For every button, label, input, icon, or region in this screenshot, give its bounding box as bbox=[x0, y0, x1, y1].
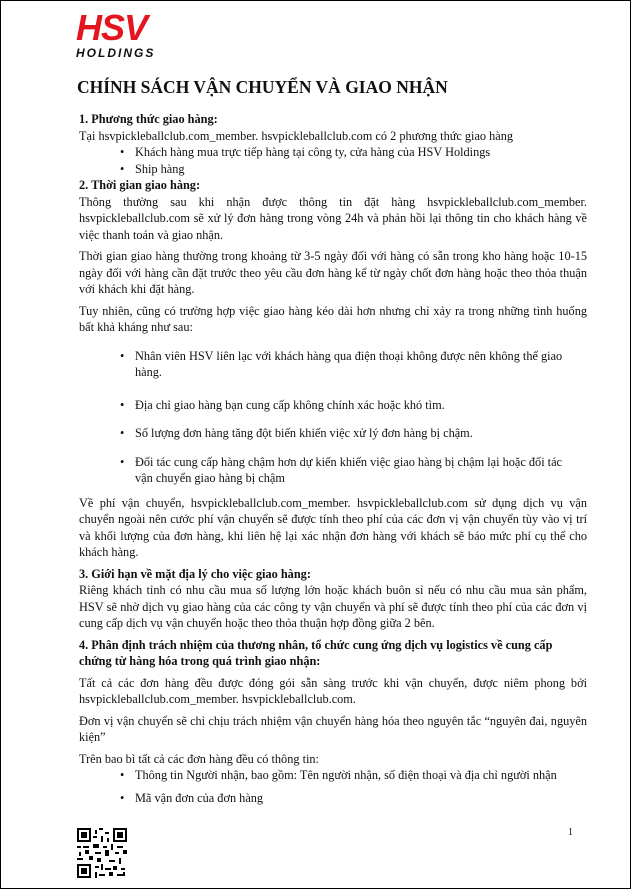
section-4-heading: 4. Phân định trách nhiệm của thương nhân, tổ chức cung ứng dịch vụ logistics về cung cấp chứng từ hàng hóa trong quá trình giao nhận: bbox=[79, 637, 553, 668]
logo-brand: HSV bbox=[76, 7, 148, 48]
qr-code-icon bbox=[77, 828, 127, 878]
page-title: CHÍNH SÁCH VẬN CHUYỂN VÀ GIAO NHẬN bbox=[77, 77, 448, 97]
section-2-paragraph-1: Thông thường sau khi nhận được thông tin đặt hàng hsvpickleballclub.com_member. hsvpickleballclub.com sẽ xử lý đơn hàng trong vòng 24h và phản hồi lại thông tin cho khách hàng về việc thanh toán và giao nhận. bbox=[79, 194, 587, 242]
list-item: • Mã vận đơn của đơn hàng bbox=[79, 790, 587, 807]
section-1-heading: 1. Phương thức giao hàng: bbox=[79, 112, 218, 126]
hsv-holdings-logo bbox=[76, 7, 166, 61]
section-2-paragraph-4: Về phí vận chuyển, hsvpickleballclub.com_member. hsvpickleballclub.com sử dụng dịch vụ vận chuyển ngoài nên cước phí vận chuyển sẽ được tính theo phí của các đơn vị vận chuyển tùy vào vị trí và khối lượng của đơn hàng, khi liên hệ lại xác nhận đơn hàng với khách sẽ báo mức phí cụ thể cho khách hàng. bbox=[79, 495, 587, 559]
section-3-heading: 3. Giới hạn về mặt địa lý cho việc giao hàng: bbox=[79, 566, 311, 581]
page-number: 1 bbox=[568, 827, 573, 838]
section-1-list bbox=[79, 144, 587, 177]
document-body bbox=[79, 111, 587, 806]
section-2-heading: 2. Thời gian giao hàng: bbox=[79, 178, 201, 192]
logo-subtitle: HOLDINGS bbox=[76, 46, 156, 60]
section-4-list bbox=[79, 767, 587, 806]
section-2-list bbox=[79, 348, 587, 487]
list-item: • Khách hàng mua trực tiếp hàng tại công ty, cửa hàng của HSV Holdings bbox=[79, 144, 587, 161]
section-4-paragraph-2: Đơn vị vận chuyển sẽ chỉ chịu trách nhiệm vận chuyển hàng hóa theo nguyên tắc “nguyên đai, nguyên kiện” bbox=[79, 713, 587, 744]
list-item: • Địa chỉ giao hàng bạn cung cấp không chính xác hoặc khó tìm. bbox=[79, 397, 587, 414]
list-item: • Đối tác cung cấp hàng chậm hơn dự kiến khiến việc giao hàng bị chậm lại hoặc đối tác vận chuyển giao hàng bị chậm bbox=[79, 454, 587, 487]
list-item: • Thông tin Người nhận, bao gồm: Tên người nhận, số điện thoại và địa chỉ người nhận bbox=[79, 767, 587, 784]
section-4-paragraph-3: Trên bao bì tất cả các đơn hàng đều có thông tin: bbox=[79, 751, 319, 766]
list-item: • Ship hàng bbox=[79, 161, 587, 178]
section-4-paragraph-1: Tất cả các đơn hàng đều được đóng gói sẵn sàng trước khi vận chuyển, được niêm phong bởi hsvpickleballclub.com_member. hsvpickleballclub.com. bbox=[79, 675, 587, 706]
section-3-paragraph-1: Riêng khách tỉnh có nhu cầu mua số lượng lớn hoặc khách buôn sỉ nếu có nhu cầu mua sản phẩm, HSV sẽ nhờ dịch vụ giao hàng của các công ty vận chuyển và phí sẽ được tính theo phí của các đơn vị cung cấp dịch vụ vận chuyển hoặc theo thỏa thuận hợp đồng giữa 2 bên. bbox=[79, 583, 587, 630]
list-item: • Nhân viên HSV liên lạc với khách hàng qua điện thoại không được nên không thể giao hàng. bbox=[79, 348, 587, 381]
section-1-intro: Tại hsvpickleballclub.com_member. hsvpickleballclub.com có 2 phương thức giao hàng bbox=[79, 128, 514, 143]
section-2-paragraph-2: Thời gian giao hàng thường trong khoảng từ 3-5 ngày đối với hàng có sẵn trong kho hàng hoặc 10-15 ngày đối với hàng cần đặt trước theo yêu cầu đơn hàng kể từ ngày chốt đơn hàng hoặc theo thỏa thuận với khách khi đặt hàng. bbox=[79, 249, 587, 296]
section-2-paragraph-3: Tuy nhiên, cũng có trường hợp việc giao hàng kéo dài hơn nhưng chỉ xảy ra trong những tình huống bất khả kháng như sau: bbox=[79, 303, 587, 334]
list-item: • Số lượng đơn hàng tăng đột biến khiến việc xử lý đơn hàng bị chậm. bbox=[79, 425, 587, 442]
